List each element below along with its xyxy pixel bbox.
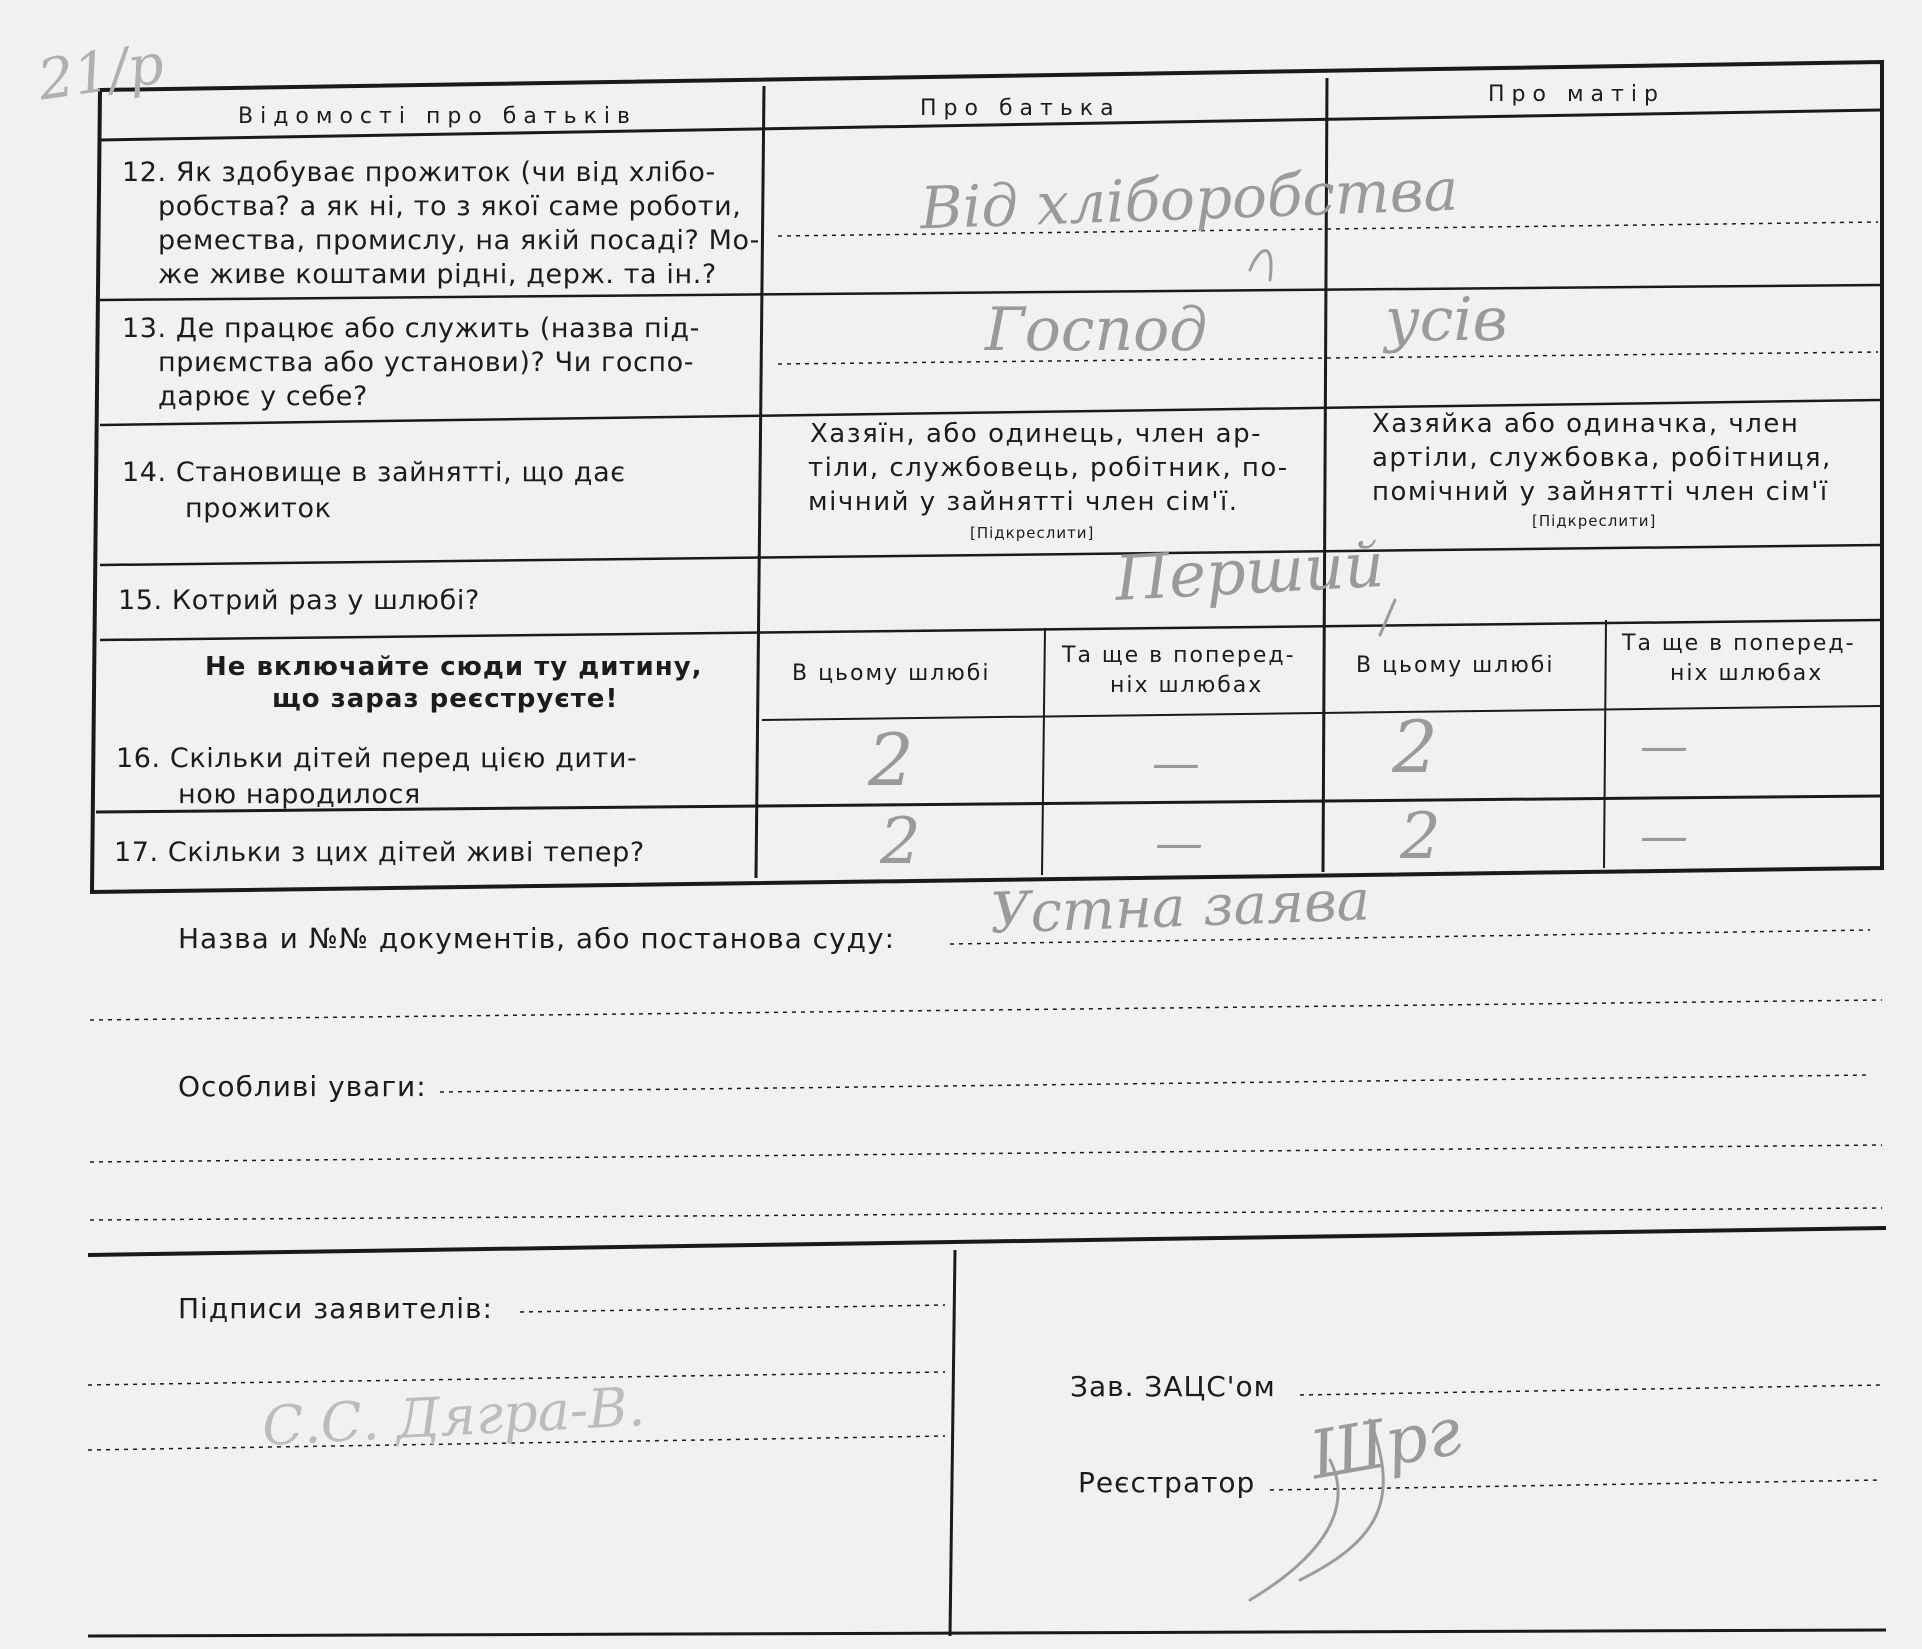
- q13-answer-mother: усів: [1385, 285, 1508, 355]
- subheader-mother-this-marriage: В цьому шлюбі: [1356, 653, 1555, 678]
- q14-mother-options-3: помічний у зайнятті член сім'ї: [1372, 477, 1829, 507]
- q13-line-1: 13. Де працює або служить (назва під-: [122, 313, 701, 344]
- q16-line-1: 16. Скільки дітей перед цією дити-: [116, 743, 638, 774]
- q12-line-3: ремества, промислу, на якій посаді? Мо-: [158, 225, 760, 256]
- subheader-father-previous-1: Та ще в поперед-: [1062, 643, 1296, 668]
- q14-father-options-3: мічний у зайнятті член сім'ї.: [808, 487, 1239, 517]
- q14-mother-options-2: артіли, службовка, робітниця,: [1372, 443, 1832, 473]
- q13-answer-father: Господ: [985, 295, 1208, 365]
- q14-line-1: 14. Становище в зайнятті, що дає: [122, 457, 626, 488]
- q17-label: 17. Скільки з цих дітей живі тепер?: [114, 837, 645, 868]
- q14-mother-underline-note: [Підкреслити]: [1532, 512, 1657, 530]
- registrar-label: Реєстратор: [1078, 1466, 1256, 1499]
- q12-line-2: робства? а як ні, то з якої саме роботи,: [158, 191, 742, 222]
- q16-mother-this: 2: [1392, 705, 1438, 789]
- documents-label: Назва и №№ документів, або постанова суду:: [178, 922, 896, 955]
- subheader-father-this-marriage: В цьому шлюбі: [792, 661, 991, 686]
- registrar-signature: Шрг: [1304, 1392, 1467, 1495]
- q14-father-options-1: Хазяїн, або одинець, член ар-: [810, 419, 1262, 449]
- margin-note: 21/р: [34, 31, 168, 114]
- q16-line-2: ною народилося: [178, 779, 421, 810]
- q16-father-previous: —: [1152, 735, 1200, 791]
- applicant-signature: С.С. Дягра-В.: [260, 1375, 647, 1458]
- children-note-line-1: Не включайте сюди ту дитину,: [205, 652, 703, 682]
- q15-answer: Перший: [1113, 528, 1386, 615]
- header-parents-info: Відомості про батьків: [238, 104, 637, 129]
- subheader-mother-previous-1: Та ще в поперед-: [1622, 631, 1856, 656]
- q17-mother-previous: —: [1640, 808, 1688, 864]
- q12-line-4: же живе коштами рідні, держ. та ін.?: [158, 259, 717, 290]
- remarks-label: Особливі уваги:: [178, 1070, 427, 1103]
- q16-father-this: 2: [868, 718, 914, 802]
- q14-father-underline-note: [Підкреслити]: [970, 524, 1095, 542]
- children-note-line-2: що зараз реєструєте!: [272, 684, 619, 714]
- q16-mother-previous: —: [1640, 718, 1688, 774]
- q17-mother-this: 2: [1400, 800, 1441, 874]
- q14-father-options-2: тіли, службовець, робітник, по-: [808, 453, 1289, 483]
- header-mother: Про матір: [1488, 82, 1665, 107]
- q12-answer: Від хліборобства: [918, 155, 1460, 243]
- q12-line-1: 12. Як здобуває прожиток (чи від хлібо-: [122, 157, 716, 188]
- q17-father-this: 2: [880, 805, 921, 879]
- q15-label: 15. Котрий раз у шлюбі?: [118, 585, 480, 616]
- q13-line-2: приємства або установи)? Чи госпо-: [158, 347, 695, 378]
- head-of-registry-label: Зав. ЗАЦС'ом: [1070, 1370, 1276, 1403]
- subheader-mother-previous-2: ніх шлюбах: [1670, 661, 1824, 686]
- documents-value: Устна заява: [988, 868, 1372, 947]
- q13-line-3: дарює у себе?: [158, 381, 368, 412]
- q14-line-2: прожиток: [185, 493, 332, 524]
- applicants-signatures-label: Підписи заявителів:: [178, 1292, 493, 1325]
- subheader-father-previous-2: ніх шлюбах: [1110, 673, 1264, 698]
- q17-father-previous: —: [1155, 815, 1203, 871]
- q14-mother-options-1: Хазяйка або одиначка, член: [1372, 409, 1800, 439]
- header-father: Про батька: [920, 96, 1121, 121]
